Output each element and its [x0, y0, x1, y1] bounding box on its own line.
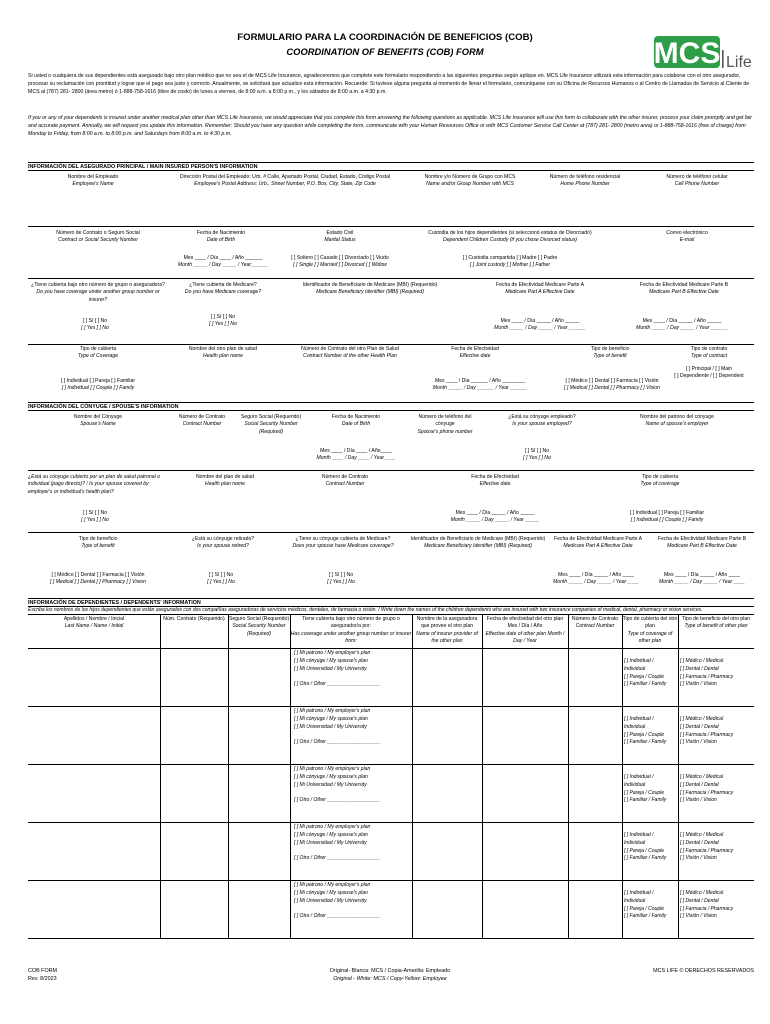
part-a-date-field[interactable]: Mes ____ / Día _____ / Año _____ Month _____ / Day _____ / Year ______ [494, 318, 586, 332]
dep-coverage-option[interactable]: [ ] Otro / Other ___________________ [294, 739, 381, 746]
dep-coverage-option[interactable]: [ ] Otro / Other ___________________ [294, 913, 381, 920]
medicare-coverage-options[interactable]: [ ] Sí [ ] No [ ] Yes [ ] No [209, 314, 237, 328]
custody-options[interactable]: [ ] Custodia compartida [ ] Madre [ ] Padre [ ] Joint custody [ ] Mother [ ] Father [462, 255, 558, 269]
dep-col-benefit-type: Tipo de beneficio del otro plan Type of benefit of other plan [681, 616, 751, 630]
group-number-label: Nombre y/o Número de Grupo con MCS Name and/or Group Number with MCS [424, 174, 516, 188]
spouse-medicare-options[interactable]: [ ] Sí [ ] No [ ] Yes [ ] No [327, 572, 355, 586]
spouse-phone-label: Número de teléfono del cónyuge Spouse's phone number [417, 414, 473, 435]
spouse-employer-label: Nombre del patrono del cónyuge Name of spouse's employer [640, 414, 714, 428]
dep-col-ssn: Seguro Social (Requerido) Social Security Number (Required) [228, 616, 290, 637]
dob-label: Fecha de Nacimiento Date of Birth [196, 230, 246, 244]
dep-coverage-option[interactable]: [ ] Mi cónyuge / My spouse's plan [294, 831, 368, 838]
spouse-mbi-label: Identificador de Beneficiario de Medicare (MBI) (Requerido) Medicare Beneficiary Identifier (MBI) (Required) [410, 536, 546, 550]
intro-spanish: Si usted o cualquiera de sus dependientes está asegurado bajo otro plan médico que no sea el de MCS Life Insurance, agradeceremos que complete este formulario respondiendo a las siguientes preguntas según aplique en. MCS Life Insurance utilizará esta información para colaborar con el otro asegurador, procesar su reclamación con prontitud y lograr que el pago sea justo y correcto. Anualmente, se solicitará que actualice esta información. Recuerde: Si tuviese alguna pregunta al momento de llenar el formulario, comuníquese con su Oficina de Recursos Humanos o al Centro de Llamadas de Servicio al Cliente de MCS al (787) 281- 2800 (área metro) ó 1-888-758-1616 (libre de costo) de lunes a viernes, de 8:00 a.m. a 8:00 p.m., y los sábados de 8:00 a.m. a 4:30 p.m. [28, 73, 750, 96]
dep-coverage-type-option[interactable]: Individual [624, 723, 646, 730]
dep-coverage-option[interactable]: [ ] Otro / Other ___________________ [294, 797, 381, 804]
dep-coverage-type-option[interactable]: [ ] Familiar / Family [624, 797, 667, 804]
dep-coverage-option[interactable]: [ ] Otro / Other ___________________ [294, 855, 381, 862]
dep-coverage-option[interactable]: [ ] Mi cónyuge / My spouse's plan [294, 715, 368, 722]
mcs-life-logo [654, 34, 754, 70]
dependents-instructions: Escriba los nombres de los hijos dependientes que están asegurados con dos compañías aseguradoras de servicios médicos, dentales, de farmacia o visión. / Write down the names of the children dependents who are insured with two insurance companies of medical, dental, pharmacy or vision services. [28, 607, 703, 613]
dep-coverage-options[interactable] [294, 824, 412, 863]
spouse-benefit-label: Tipo de beneficio Type of benefit [78, 536, 118, 550]
spouse-name-label: Nombre del Cónyuge Spouse's Name [73, 414, 123, 428]
home-phone-label: Número de teléfono residencial Home Phone Number [549, 174, 621, 188]
svg-text:Life: Life [726, 54, 752, 70]
health-plan-name-label: Nombre del otro plan de salud Health plan name [188, 346, 258, 360]
employee-name-label: Nombre del Empleado Employee's Name [67, 174, 119, 188]
spouse-contract-label: Número de Contrato Contract Number [178, 414, 226, 428]
dep-coverage-option[interactable]: [ ] Mi Universidad / My University [294, 839, 367, 846]
dep-benefit-options[interactable] [680, 832, 754, 863]
part-a-date-label: Fecha de Efectividad Medicare Parte A Medicare Part A Effective Date [495, 282, 585, 296]
form-title-en: COORDINATION OF BENEFITS (COB) FORM [286, 46, 484, 57]
spouse-plan-contract-label: Número de Contrato Contract Number [321, 474, 369, 488]
dep-coverage-type-option[interactable]: [ ] Pareja / Couple [624, 731, 665, 738]
spouse-health-plan-label: Nombre del plan de salud Health plan name [195, 474, 255, 488]
spouse-effective-date-field[interactable]: Mes ____ / Día _____ / Año _____ Month _____ / Day _____ / Year _____ [450, 510, 540, 524]
dep-coverage-type-option[interactable]: [ ] Familiar / Family [624, 855, 667, 862]
dep-coverage-type-option[interactable]: Individual [624, 665, 646, 672]
other-contract-number-label: Número de Contrato del otro Plan de Salud Contract Number of the other Health Plan [301, 346, 399, 360]
dob-field[interactable]: Mes ____ / Día ____ / Año ______ Month _____ / Day _____ / Year______ [177, 255, 269, 269]
dep-coverage-option[interactable]: [ ] Otro / Other ___________________ [294, 681, 381, 688]
dep-coverage-option[interactable]: [ ] Mi patrono / My employer's plan [294, 766, 371, 772]
dep-benefit-option[interactable]: [ ] Médico / Medical [680, 832, 724, 838]
spouse-part-a-field[interactable]: Mes ____ / Día _____ / Año ____ Month _____ / Day _____ / Year ____ [553, 572, 639, 586]
dep-coverage-type-option[interactable]: [ ] Pareja / Couple [624, 673, 665, 680]
dep-benefit-option[interactable]: [ ] Médico / Medical [680, 716, 724, 722]
dep-benefit-option[interactable]: [ ] Dental / Dental [680, 781, 719, 788]
dep-coverage-option[interactable]: [ ] Mi patrono / My employer's plan [294, 650, 371, 656]
dep-benefit-option[interactable]: [ ] Farmacia / Pharmacy [680, 847, 734, 854]
dep-benefit-options[interactable] [680, 716, 754, 747]
form-title-es: FORMULARIO PARA LA COORDINACIÓN DE BENEFICIOS (COB) [237, 32, 533, 43]
dep-benefit-option[interactable]: [ ] Dental / Dental [680, 839, 719, 846]
spouse-section-title: INFORMACIÓN DEL CÓNYUGE / SPOUSE'S INFORMATION [28, 402, 754, 411]
spouse-employed-label: ¿Está su cónyuge empleado? Is your spouse employed? [508, 414, 576, 428]
intro-english: If you or any of your dependents is insured under another medical plan other than MCS Life Insurance, we would appreciate that you complete this form answering the following questions as applicable. MCS Life Insurance will use this form to collaborate with the other insurer, process your claim promptly and get fair and accurate payment. Annually, we will request you update this information. Remember: Should you have any question while completing the form, communicate with your Human Resources Office or with MCS Customer Service Call Center at (787) 281- 2800 (metro area) or 1-888-758-1616 (free of charge) from Monday to Friday, from 8:00 a.m. to 8:00 p.m. and Saturdays from 8:00 a.m. to 4:30 p.m. [28, 115, 753, 138]
dependents-section-title: INFORMACIÓN DE DEPENDIENTES / DEPENDENTS' INFORMATION [28, 598, 754, 607]
marital-status-label: Estado Civil Marital Status [324, 230, 356, 244]
dep-benefit-options[interactable] [680, 890, 754, 921]
dep-col-other-coverage: Tiene cubierta bajo otro número de grupo o asegurador/a por: Has coverage under another group number or insurer from: [290, 616, 412, 645]
dep-coverage-type-option[interactable]: Individual [624, 781, 646, 788]
dep-coverage-type-option[interactable]: [ ] Individual / [624, 774, 654, 780]
dep-benefit-option[interactable]: [ ] Visión / Vision [680, 913, 717, 920]
dep-coverage-options[interactable] [294, 708, 412, 747]
spouse-part-b-field[interactable]: Mes ____ / Día _____ / Año ____ Month _____ / Day _____ / Year ____ [659, 572, 745, 586]
benefit-type-options[interactable]: [ ] Médico [ ] Dental [ ] Farmacia [ ] Visión [ ] Medical [ ] Dental [ ] Pharmacy [ ] Vision [564, 378, 660, 392]
effective-date-label: Fecha de Efectividad Effective date [451, 346, 499, 360]
spouse-dob-field[interactable]: Mes ____ / Día ____ / Año____ Month ____ / Day ____ / Year____ [316, 448, 396, 462]
dep-coverage-type-option[interactable]: [ ] Individual / [624, 658, 654, 664]
dep-benefit-option[interactable]: [ ] Dental / Dental [680, 723, 719, 730]
dep-benefit-option[interactable]: [ ] Visión / Vision [680, 681, 717, 688]
medicare-coverage-label: ¿Tiene cubierta de Medicare? Do you have Medicare coverage? [184, 282, 262, 296]
spouse-coverage-type-options[interactable]: [ ] Individual [ ] Pareja [ ] Familiar [ ] Individual [ ] Couple [ ] Family [629, 510, 705, 524]
dep-benefit-options[interactable] [680, 774, 754, 805]
dep-coverage-type-option[interactable]: [ ] Pareja / Couple [624, 847, 665, 854]
spouse-coverage-type-label: Tipo de cubierta Type of coverage [640, 474, 680, 488]
dep-col-name: Apellidos / Nombre / Inicial Last Name / Name / Initial [63, 616, 125, 630]
benefit-type-label: Tipo de beneficio Type of benefit [590, 346, 630, 360]
dep-benefit-option[interactable]: [ ] Farmacia / Pharmacy [680, 673, 734, 680]
custody-label: Custodia de los hijos dependientes (si seleccionó estatus de Divorciado) Dependent Children Custody (if you chose Divorced status) [428, 230, 592, 244]
dep-benefit-option[interactable]: [ ] Farmacia / Pharmacy [680, 731, 734, 738]
spouse-medicare-label: ¿Tiene su cónyuge cubierta de Medicare? Does your spouse have Medicare coverage? [292, 536, 394, 550]
insured-section-title: INFORMACIÓN DEL ASEGURADO PRINCIPAL / MAIN INSURED PERSON'S INFORMATION [28, 162, 754, 171]
spouse-ssn-label: Seguro Social (Requerido) Social Security Number (Required) [240, 414, 302, 435]
dep-col-effective-date: Fecha de efectividad del otro plan Mes / Día / Año Effective date of other plan Month / Day / Year [485, 616, 565, 645]
dep-coverage-options[interactable] [294, 882, 412, 921]
marital-status-options[interactable]: [ ] Soltero [ ] Casado [ ] Divorciado [ ] Viudo [ ] Single [ ] Married [ ] Divorced [ ] Widow [291, 255, 389, 269]
coverage-type-options[interactable]: [ ] Individual [ ] Pareja [ ] Familiar [ ] Individual [ ] Couple [ ] Family [60, 378, 136, 392]
dep-coverage-option[interactable]: [ ] Mi cónyuge / My spouse's plan [294, 773, 368, 780]
dep-coverage-type-option[interactable]: Individual [624, 839, 646, 846]
spouse-benefit-options[interactable]: [ ] Médico [ ] Dental [ ] Farmacia [ ] Visión [ ] Medical [ ] Dental [ ] Pharmacy [ ] Vision [50, 572, 146, 586]
dep-coverage-type-option[interactable]: [ ] Pareja / Couple [624, 789, 665, 796]
contract-ssn-label: Número de Contrato o Seguro Social Contract or Social Security Number [56, 230, 140, 244]
dep-col-coverage-type: Tipo de cubierta del otro plan Type of coverage of other plan [622, 616, 678, 645]
dep-coverage-option[interactable]: [ ] Mi Universidad / My University [294, 723, 367, 730]
cell-phone-label: Número de teléfono celular Cell Phone Number [666, 174, 728, 188]
dep-coverage-options[interactable] [294, 766, 412, 805]
svg-text:MCS: MCS [654, 37, 721, 70]
dep-coverage-type-options[interactable] [624, 658, 678, 689]
part-b-date-field[interactable]: Mes ____ / Día _____ / Año _____ Month _____ / Day _____ / Year ______ [636, 318, 728, 332]
email-label: Correo electrónico E-mail [666, 230, 708, 244]
mbi-label: Identificador de Beneficiario de Medicare (MBI) (Requerido) Medicare Beneficiary Identifier (MBI) (Required) [302, 282, 438, 296]
dep-coverage-option[interactable]: [ ] Mi Universidad / My University [294, 897, 367, 904]
footer-form-info: COB FORM Rev. 8/2023 [28, 968, 58, 982]
spouse-retired-options[interactable]: [ ] Sí [ ] No [ ] Yes [ ] No [207, 572, 235, 586]
dep-coverage-type-options[interactable] [624, 832, 678, 863]
dep-coverage-option[interactable]: [ ] Mi cónyuge / My spouse's plan [294, 657, 368, 664]
dep-col-contract: Núm. Contrato (Requerido) [163, 616, 225, 622]
dep-coverage-type-option[interactable]: [ ] Familiar / Family [624, 739, 667, 746]
spouse-part-b-label: Fecha de Efectividad Medicare Parte B Medicare Part B Effective Date [657, 536, 747, 550]
other-coverage-options[interactable]: [ ] Sí [ ] No [ ] Yes [ ] No [81, 318, 109, 332]
effective-date-field[interactable]: Mes ____ / Día ______ / Año ________ Month _____ / Day ______ / Year ______ [432, 378, 528, 392]
spouse-employed-options[interactable]: [ ] Sí [ ] No [ ] Yes [ ] No [523, 448, 551, 462]
dep-benefit-option[interactable]: [ ] Visión / Vision [680, 739, 717, 746]
other-coverage-label: ¿Tiene cubierta bajo otro número de grupo o aseguradora? Do you have coverage under another group number or insurer? [31, 282, 165, 303]
spouse-covered-label: ¿Está su cónyuge cubierto por un plan de salud patronal o individual (pago directo)? / Is your spouse covered by employer's or individual's health plan? [28, 474, 160, 495]
dep-coverage-type-options[interactable] [624, 716, 678, 747]
dep-coverage-type-option[interactable]: [ ] Familiar / Family [624, 913, 667, 920]
dep-coverage-type-options[interactable] [624, 774, 678, 805]
coverage-type-label: Tipo de cubierta Type of Coverage [77, 346, 119, 360]
footer-copies: Original- Blanca: MCS / Copia-Amarilla: Empleado Original - White: MCS / Copy-Yellow: Employee [329, 968, 451, 982]
dep-coverage-type-options[interactable] [624, 890, 678, 921]
dep-benefit-options[interactable] [680, 658, 754, 689]
dep-benefit-option[interactable]: [ ] Visión / Vision [680, 797, 717, 804]
dep-benefit-option[interactable]: [ ] Farmacia / Pharmacy [680, 905, 734, 912]
dep-coverage-type-option[interactable]: [ ] Individual / [624, 716, 654, 722]
dep-coverage-option[interactable]: [ ] Mi patrono / My employer's plan [294, 882, 371, 888]
dep-coverage-option[interactable]: [ ] Mi Universidad / My University [294, 781, 367, 788]
dep-coverage-option[interactable]: [ ] Mi patrono / My employer's plan [294, 708, 371, 714]
footer-rights: MCS LIFE © DERECHOS RESERVADOS [653, 968, 754, 974]
spouse-part-a-label: Fecha de Efectividad Medicare Parte A Medicare Part A Effective Date [553, 536, 643, 550]
contract-type-label: Tipo de contrato Type of contract [690, 346, 728, 360]
dep-coverage-option[interactable]: [ ] Mi patrono / My employer's plan [294, 824, 371, 830]
dep-col-insurer: Nombre de la aseguradora que provee el otro plan Name of insurer provider of the other plan [416, 616, 478, 645]
dep-benefit-option[interactable]: [ ] Médico / Medical [680, 890, 724, 896]
dep-benefit-option[interactable]: [ ] Médico / Medical [680, 658, 724, 664]
postal-address-label: Dirección Postal del Empleado: Urb. # Calle, Apartado Postal, Ciudad, Estado, Código Postal Employee's Postal Address: Urb., Street Number, P.O. Box, City, State, Zip Code [179, 174, 391, 188]
spouse-retired-label: ¿Está su cónyuge retirado? Is your spouse retired? [191, 536, 255, 550]
dep-coverage-option[interactable]: [ ] Mi Universidad / My University [294, 665, 367, 672]
dep-coverage-type-option[interactable]: [ ] Individual / [624, 890, 654, 896]
dep-benefit-option[interactable]: [ ] Visión / Vision [680, 855, 717, 862]
dep-col-contract-number: Número de Contrato Contract Number [571, 616, 619, 630]
part-b-date-label: Fecha de Efectividad Medicare Parte B Medicare Part B Effective Date [639, 282, 729, 296]
dep-coverage-type-option[interactable]: [ ] Familiar / Family [624, 681, 667, 688]
spouse-covered-options[interactable]: [ ] Sí [ ] No [ ] Yes [ ] No [81, 510, 109, 524]
dep-benefit-option[interactable]: [ ] Farmacia / Pharmacy [680, 789, 734, 796]
dep-coverage-options[interactable] [294, 650, 412, 689]
contract-type-options[interactable]: [ ] Principal / [ ] Main [ ] Dependiente / [ ] Dependent [674, 366, 744, 380]
dep-benefit-option[interactable]: [ ] Dental / Dental [680, 665, 719, 672]
dep-coverage-type-option[interactable]: [ ] Pareja / Couple [624, 905, 665, 912]
dep-coverage-type-option[interactable]: Individual [624, 897, 646, 904]
dep-coverage-type-option[interactable]: [ ] Individual / [624, 832, 654, 838]
dep-benefit-option[interactable]: [ ] Dental / Dental [680, 897, 719, 904]
spouse-dob-label: Fecha de Nacimiento Date of Birth [331, 414, 381, 428]
spouse-effective-date-label: Fecha de Efectividad Effective date [471, 474, 519, 488]
dep-coverage-option[interactable]: [ ] Mi cónyuge / My spouse's plan [294, 889, 368, 896]
dep-benefit-option[interactable]: [ ] Médico / Medical [680, 774, 724, 780]
